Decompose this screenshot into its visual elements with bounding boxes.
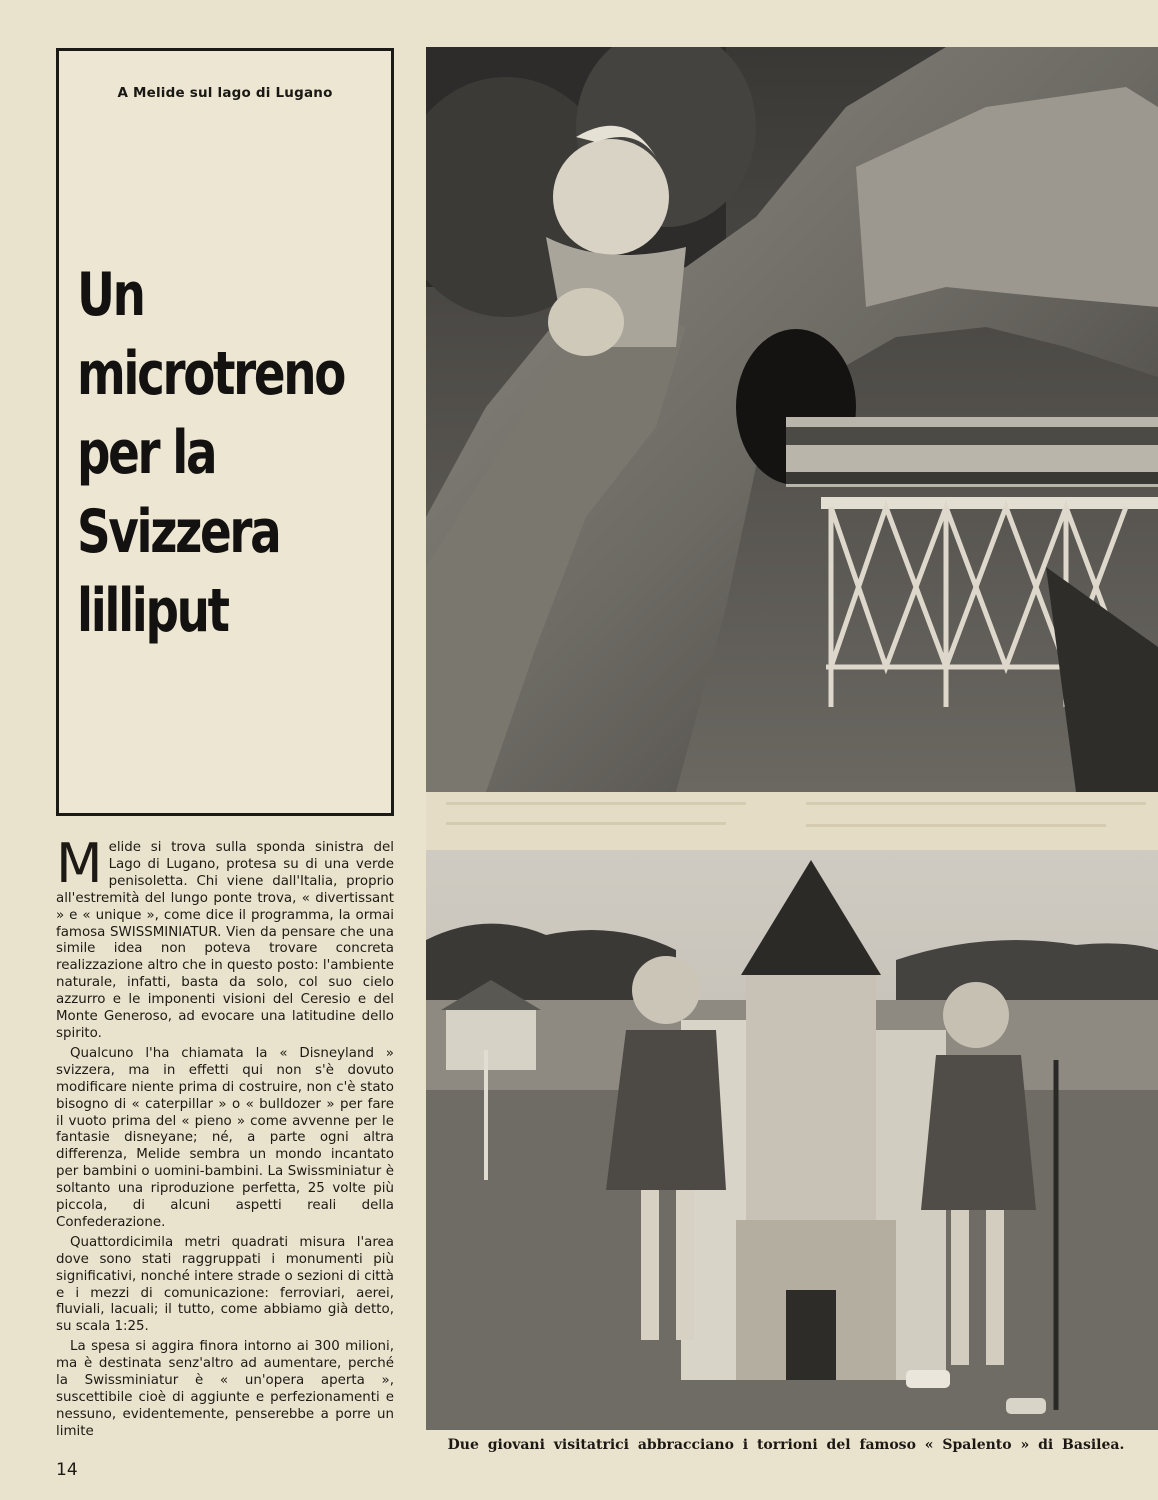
- headline-line: microtreno: [77, 339, 345, 409]
- headline-line: Svizzera: [77, 497, 280, 567]
- page-number: 14: [56, 1460, 78, 1480]
- photo-girl-model-train: [426, 47, 1158, 792]
- article-paragraph: Qualcuno l'ha chiamata la « Disneyland » svizzera, ma in effetti qui non s'è dovuto modificare niente prima di costruire, non c'è stato bisogno di « caterpillar » o « bulldozer » per fare il vuoto prima del « pieno » come avvenne per le fantasie disneyane; né, a parte ogni altra differenza, Melide sembra un mondo incantato per bambini o uomini-bambini. La Swissminiatur è soltanto una riproduzione perfetta, 25 volte più piccola, di alcuni aspetti reali della Confederazione.: [56, 1045, 394, 1230]
- headline-line: per la: [77, 418, 216, 488]
- article-body: [56, 832, 394, 1444]
- drop-cap: M: [56, 832, 103, 895]
- kicker: A Melide sul lago di Lugano: [117, 85, 333, 101]
- title-box: [56, 48, 394, 816]
- photo-caption: Due giovani visitatrici abbracciano i torrioni del famoso « Spalento » di Basilea.: [447, 1437, 1125, 1453]
- show-through-strip: [426, 792, 1158, 850]
- headline-line: lilliput: [77, 576, 228, 646]
- headline: [77, 256, 345, 651]
- photo-girls-castle: [426, 850, 1158, 1430]
- headline-line: Un: [77, 260, 144, 330]
- article-paragraph: Quattordicimila metri quadrati misura l'area dove sono stati raggruppati i monumenti più significativi, nonché intere strade o sezioni di città e i mezzi di comunicazione: ferroviari, aerei, fluviali, lacuali; il tutto, come abbiamo già detto, su scala 1:25.: [56, 1234, 394, 1335]
- paragraph-text: elide si trova sulla sponda sinistra del Lago di Lugano, protesa su di una verde penisoletta. Chi viene dall'Italia, proprio all'estremità del lungo ponte trova, « divertissant » e « unique », come dice il programma, la ormai famosa SWISSMINIATUR. Vien da pensare che una simile idea non poteva trovare concreta realizzazione altro che in questo posto: l'ambiente naturale, infatti, basta da solo, col suo cielo azzurro e le imponenti visioni del Ceresio e del Monte Generoso, ad evocare una latitudine dello spirito.: [56, 840, 394, 1041]
- article-paragraph: [56, 832, 394, 1043]
- article-paragraph: La spesa si aggira finora intorno ai 300 milioni, ma è destinata senz'altro ad aumentare, perché la Swissminiatur è « un'opera aperta », suscettibile cioè di aggiunte e perfezionamenti e nessuno, evidentemente, penserebbe a porre un limite: [56, 1339, 394, 1439]
